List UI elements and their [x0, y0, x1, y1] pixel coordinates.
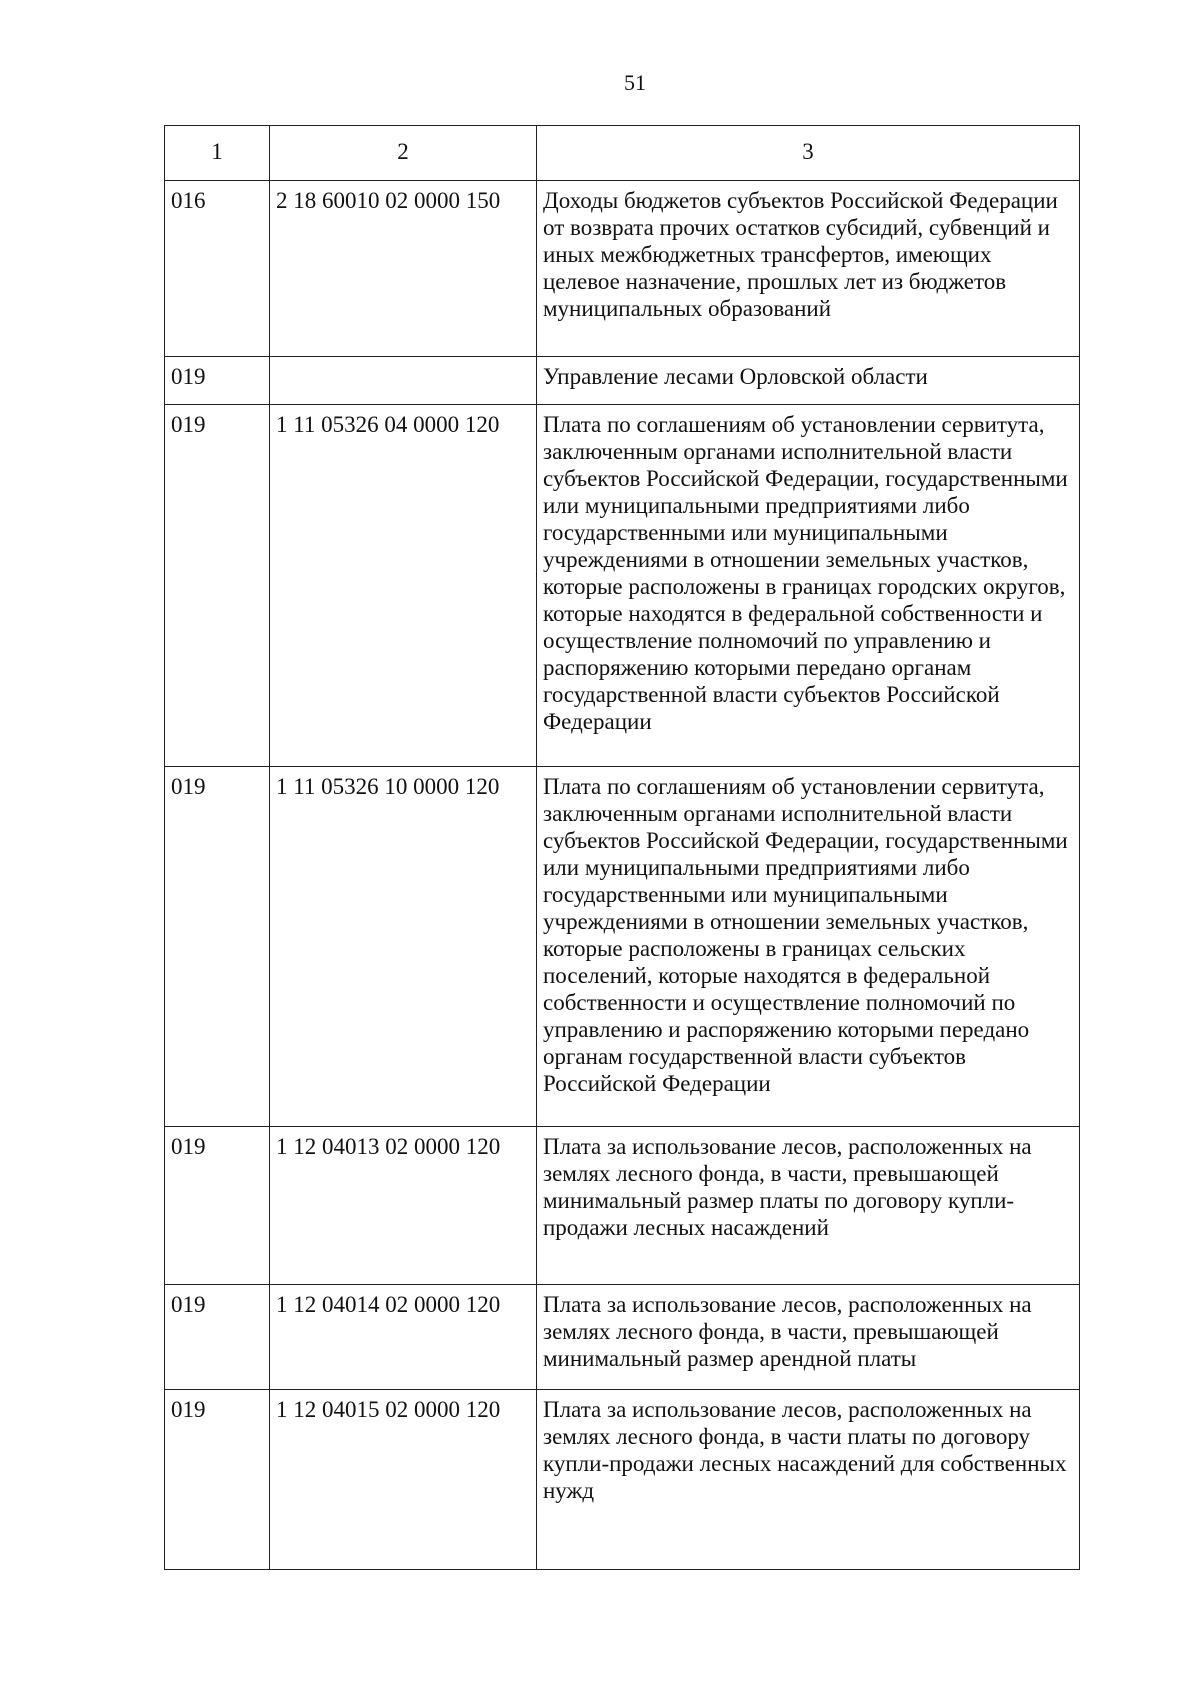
- table-header-row: [165, 126, 1080, 181]
- revenue-code-cell: 1 11 05326 10 0000 120: [270, 767, 537, 1127]
- table-row: [165, 1285, 1080, 1390]
- table-row: [165, 1390, 1080, 1570]
- admin-code-cell: 019: [165, 357, 270, 405]
- table-row: [165, 405, 1080, 767]
- revenue-code-cell: 1 12 04015 02 0000 120: [270, 1390, 537, 1570]
- admin-code-cell: 019: [165, 405, 270, 767]
- header-cell-3: 3: [537, 126, 1080, 181]
- revenue-description-cell: Управление лесами Орловской области: [537, 357, 1080, 405]
- admin-code-cell: 019: [165, 1285, 270, 1390]
- revenue-code-cell: 1 11 05326 04 0000 120: [270, 405, 537, 767]
- header-cell-1: 1: [165, 126, 270, 181]
- revenue-code-cell: 1 12 04013 02 0000 120: [270, 1127, 537, 1285]
- revenue-code-cell: 1 12 04014 02 0000 120: [270, 1285, 537, 1390]
- revenue-description-cell: Плата за использование лесов, расположенных на землях лесного фонда, в части платы по договору купли-продажи лесных насаждений для собственных нужд: [537, 1390, 1080, 1570]
- admin-code-cell: 019: [165, 1127, 270, 1285]
- admin-code-cell: 019: [165, 1390, 270, 1570]
- revenue-description-cell: Плата за использование лесов, расположенных на землях лесного фонда, в части, превышающей минимальный размер арендной платы: [537, 1285, 1080, 1390]
- revenue-description-cell: Плата за использование лесов, расположенных на землях лесного фонда, в части, превышающей минимальный размер платы по договору купли-продажи лесных насаждений: [537, 1127, 1080, 1285]
- admin-code-cell: 019: [165, 767, 270, 1127]
- revenue-description-cell: Доходы бюджетов субъектов Российской Федерации от возврата прочих остатков субсидий, субвенций и иных межбюджетных трансфертов, имеющих целевое назначение, прошлых лет из бюджетов муниципальных образований: [537, 181, 1080, 357]
- table-row: [165, 357, 1080, 405]
- table-row: [165, 767, 1080, 1127]
- admin-code-cell: 016: [165, 181, 270, 357]
- page-number: 51: [624, 70, 646, 95]
- table-row: [165, 181, 1080, 357]
- revenue-code-cell: [270, 357, 537, 405]
- revenue-code-cell: 2 18 60010 02 0000 150: [270, 181, 537, 357]
- table-row: [165, 1127, 1080, 1285]
- header-cell-2: 2: [270, 126, 537, 181]
- revenue-description-cell: Плата по соглашениям об установлении сервитута, заключенным органами исполнительной власти субъектов Российской Федерации, государственными или муниципальными предприятиями либо государственными или муниципальными учреждениями в отношении земельных участков, которые расположены в границах сельских поселений, которые находятся в федеральной собственности и осуществление полномочий по управлению и распоряжению которыми передано органам государственной власти субъектов Российской Федерации: [537, 767, 1080, 1127]
- revenue-codes-table: [164, 125, 1080, 1570]
- revenue-description-cell: Плата по соглашениям об установлении сервитута, заключенным органами исполнительной власти субъектов Российской Федерации, государственными или муниципальными предприятиями либо государственными или муниципальными учреждениями в отношении земельных участков, которые расположены в границах городских округов, которые находятся в федеральной собственности и осуществление полномочий по управлению и распоряжению которыми передано органам государственной власти субъектов Российской Федерации: [537, 405, 1080, 767]
